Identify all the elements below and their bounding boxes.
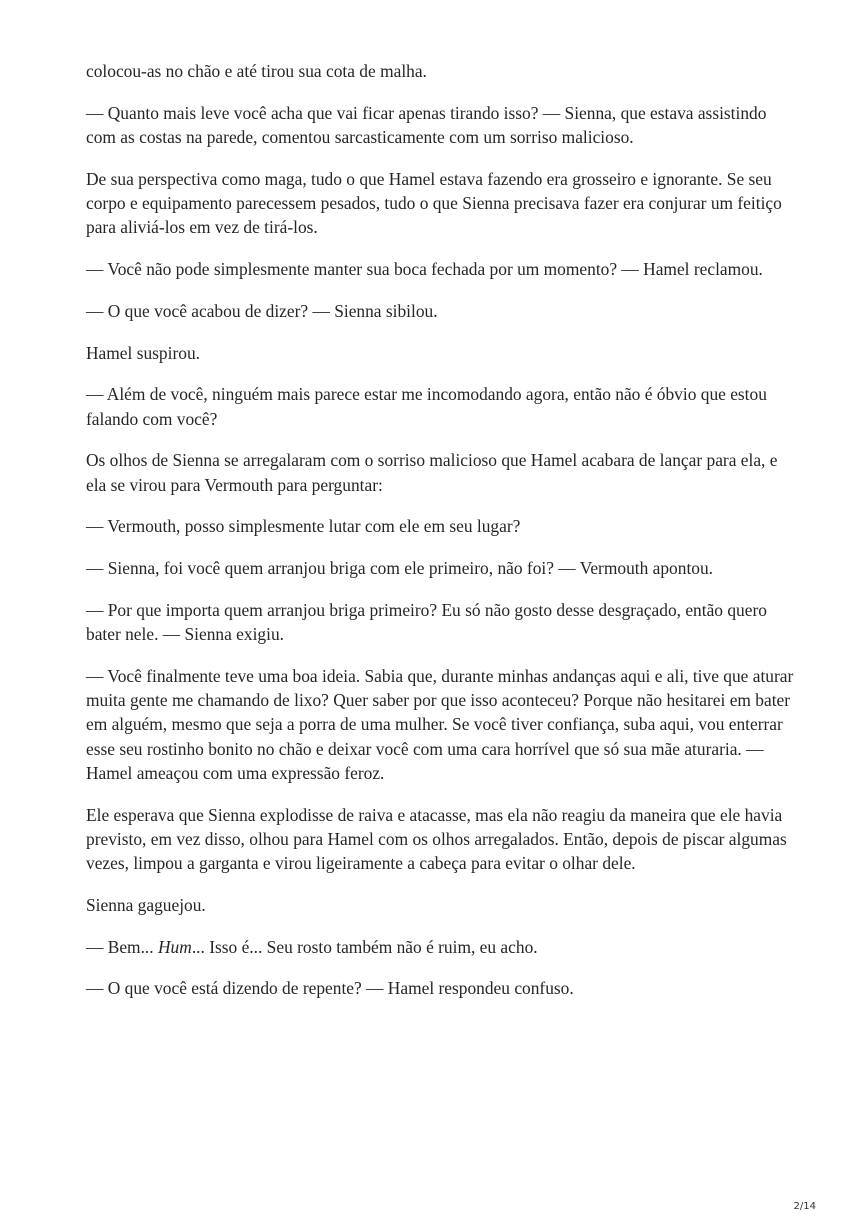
- paragraph: — O que você está dizendo de repente? — Hamel respondeu confuso.: [86, 978, 574, 999]
- paragraph: — Por que importa quem arranjou briga primeiro? Eu só não gosto desse desgraçado, então quero bater nele. — Sienna exigiu.: [86, 599, 767, 645]
- document-body: [86, 59, 798, 1018]
- paragraph: Os olhos de Sienna se arregalaram com o sorriso malicioso que Hamel acabara de lançar para ela, e ela se virou para Vermouth para perguntar:: [86, 450, 778, 495]
- paragraph: colocou-as no chão e até tirou sua cota de malha.: [86, 61, 427, 81]
- paragraph: [86, 935, 798, 959]
- italic-text: Hum: [157, 936, 192, 957]
- paragraph: — Você finalmente teve uma boa ideia. Sabia que, durante minhas andanças aqui e ali, tive que aturar muita gente me chamando de lixo? Quer saber por que isso aconteceu? Porque não hesitarei em bater em alguém, mesmo que seja a porra de uma mulher. Se você tiver confiança, suba aqui, vou enterrar esse seu rostinho bonito no chão e deixar você com uma cara horrível que só sua mãe aturaria. — Hamel ameaçou com uma expressão feroz.: [86, 665, 794, 783]
- paragraph: — Vermouth, posso simplesmente lutar com ele em seu lugar?: [86, 516, 521, 537]
- paragraph: — Quanto mais leve você acha que vai ficar apenas tirando isso? — Sienna, que estava assistindo com as costas na parede, comentou sarcasticamente com um sorriso malicioso.: [86, 102, 767, 147]
- paragraph: — Além de você, ninguém mais parece estar me incomodando agora, então não é óbvio que estou falando com você?: [86, 384, 767, 429]
- paragraph: — Você não pode simplesmente manter sua boca fechada por um momento? — Hamel reclamou.: [86, 259, 763, 279]
- paragraph: — Sienna, foi você quem arranjou briga com ele primeiro, não foi? — Vermouth apontou.: [86, 558, 714, 579]
- paragraph: Hamel suspirou.: [86, 342, 200, 363]
- paragraph-text: — Bem...: [86, 936, 158, 957]
- paragraph-text: ... Isso é... Seu rosto também não é ruim, eu acho.: [191, 936, 538, 957]
- paragraph: Ele esperava que Sienna explodisse de raiva e atacasse, mas ela não reagiu da maneira que ele havia previsto, em vez disso, olhou para Hamel com os olhos arregalados. Então, depois de piscar algumas vezes, limpou a garganta e virou ligeiramente a cabeça para evitar o olhar dele.: [86, 804, 787, 873]
- paragraph: — O que você acabou de dizer? — Sienna sibilou.: [86, 300, 438, 321]
- paragraph: Sienna gaguejou.: [86, 894, 206, 915]
- paragraph: De sua perspectiva como maga, tudo o que Hamel estava fazendo era grosseiro e ignorante. Se seu corpo e equipamento parecessem pesados, tudo o que Sienna precisava fazer era conjurar um feitiço para aliviá-los em vez de tirá-los.: [86, 168, 782, 238]
- page-number: 2/14: [793, 1201, 816, 1212]
